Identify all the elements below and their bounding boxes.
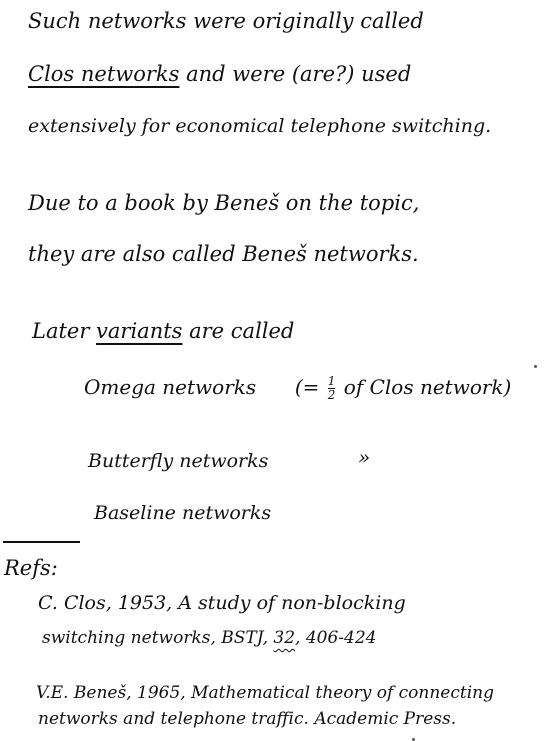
ditto-mark: » <box>358 445 371 469</box>
scan-speck <box>534 365 537 368</box>
ref1-line1 <box>38 590 406 616</box>
clos-networks-term: Clos networks <box>28 62 180 86</box>
ref1-line2-pre: switching networks, BSTJ, <box>42 628 274 648</box>
para1-line1 <box>28 8 424 34</box>
refs-label-text: Refs: <box>4 556 58 580</box>
one-half-fraction <box>328 376 336 401</box>
fraction-denominator: 2 <box>327 388 336 402</box>
butterfly-ditto-mark <box>358 444 370 470</box>
para1-line2 <box>28 61 411 87</box>
ref1-line2 <box>42 625 376 651</box>
para1-line3-text: extensively for economical telephone switching. <box>28 115 492 137</box>
refs-label <box>4 555 58 581</box>
ref2-line1 <box>36 680 494 706</box>
variants-intro <box>32 318 294 344</box>
butterfly-networks-label: Butterfly networks <box>88 450 269 472</box>
variants-intro-pre: Later <box>32 319 97 343</box>
para2-line1-post: on the topic, <box>279 191 420 215</box>
ref1-line1-text: C. Clos, 1953, A study of non-blocking <box>38 592 406 614</box>
fraction-numerator: 1 <box>327 374 336 388</box>
ref1-volume: 32 <box>273 628 296 648</box>
para2-line2 <box>28 241 419 267</box>
para1-line3 <box>28 113 491 139</box>
ref2-line2 <box>38 706 456 732</box>
omega-note-post: of Clos network) <box>337 375 512 399</box>
ref2-line1-text: V.E. Beneš, 1965, Mathematical theory of connecting <box>36 683 494 703</box>
baseline-networks-label: Baseline networks <box>94 502 272 524</box>
variants-term: variants <box>96 319 183 343</box>
variants-intro-post: are called <box>182 319 295 343</box>
para2-line1-pre: Due to a book by <box>28 191 215 215</box>
ref1-line2-post: , 406-424 <box>295 628 377 648</box>
omega-note-pre: (= <box>294 375 326 399</box>
omega-networks-label: Omega networks <box>84 375 257 399</box>
para1-line2-rest: and were (are?) used <box>179 62 412 86</box>
benes-name: Beneš <box>242 242 307 266</box>
para2-line2-pre: they are also called <box>28 242 243 266</box>
para2-line2-post: networks. <box>306 242 419 266</box>
butterfly-networks-row <box>88 448 268 474</box>
omega-networks-row <box>84 374 511 401</box>
baseline-networks-row <box>94 500 271 526</box>
benes-name: Beneš <box>214 191 280 215</box>
refs-divider <box>3 541 80 543</box>
para1-line1-text: Such networks were originally called <box>28 9 424 33</box>
para2-line1 <box>28 190 419 216</box>
ref2-line2-text: networks and telephone traffic. Academic Press. <box>38 709 457 729</box>
